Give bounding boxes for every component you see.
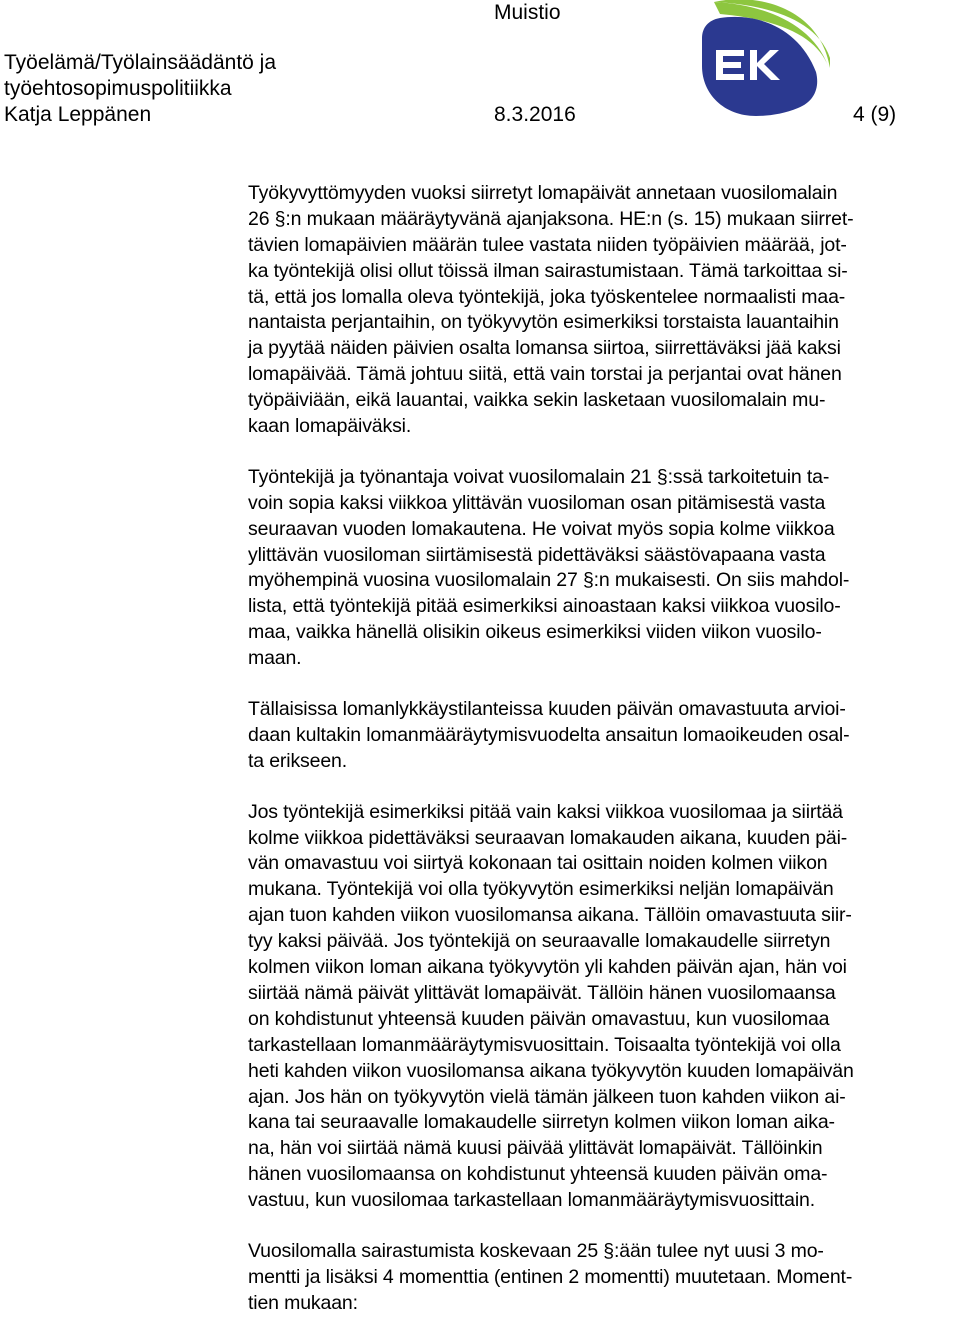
- paragraph-line: vän omavastuu voi siirtyä kokonaan tai osittain noiden kolmen viikon: [248, 852, 828, 875]
- author-name: Katja Leppänen: [4, 103, 152, 126]
- paragraph-line: ka työntekijä olisi ollut töissä ilman sairastumistaan. Tämä tarkoittaa si-: [248, 259, 848, 282]
- paragraph-line: voin sopia kaksi viikkoa ylittävän vuosiloman osan pitämisestä vasta: [248, 491, 826, 514]
- paragraph-line: siirtää nämä päivät ylittävät lomapäivät. Tällöin hänen vuosilomaansa: [248, 981, 836, 1004]
- paragraph-line: tyy kaksi päivää. Jos työntekijä on seuraavalle lomakaudelle siirretyn: [248, 930, 831, 953]
- paragraph-line: työpäiviään, eikä lauantai, vaikka sekin lasketaan vuosilomalain mu-: [248, 389, 826, 412]
- paragraph-line: mentti ja lisäksi 4 momenttia (entinen 2 momentti) muutetaan. Moment-: [248, 1265, 853, 1288]
- department-line-2: työehtosopimuspolitiikka: [4, 77, 232, 100]
- paragraph-line: lista, että työntekijä pitää esimerkiksi ainoastaan kaksi viikkoa vuosilo-: [248, 595, 841, 618]
- paragraph-line: myöhempinä vuosina vuosilomalain 27 §:n mukaisesti. On siis mahdol-: [248, 569, 850, 592]
- logo-letter-e: [716, 50, 744, 80]
- department-line-1: Työelämä/Työlainsäädäntö ja: [4, 51, 277, 74]
- paragraph-line: kolme viikkoa pidettäväksi seuraavan lomakauden aikana, kuuden päi-: [248, 826, 848, 849]
- paragraph-line: ylittävän vuosiloman siirtämisestä pidettäväksi säästövapaana vasta: [248, 543, 826, 566]
- paragraph-line: daan kultakin lomanmääräytymisvuodelta ansaitun lomaoikeuden osal-: [248, 723, 850, 746]
- paragraph-5: [248, 1239, 960, 1317]
- paragraph-line: ajan. Jos hän on työkyvytön vielä tämän jälkeen tuon kahden viikon ai-: [248, 1085, 846, 1108]
- paragraph-line: Jos työntekijä esimerkiksi pitää vain kaksi viikkoa vuosilomaa ja siirtää: [248, 800, 843, 823]
- paragraph-line: kaan lomapäiväksi.: [248, 415, 412, 438]
- memo-body: [248, 181, 960, 1342]
- paragraph-line: tarkastellaan lomanmääräytymisvuosittain. Toisaalta työntekijä voi olla: [248, 1033, 841, 1056]
- paragraph-line: tien mukaan:: [248, 1291, 358, 1314]
- paragraph-line: ja pyytää näiden päivien osalta lomansa siirtoa, siirrettäväksi jää kaksi: [248, 337, 841, 360]
- paragraph-line: Työntekijä ja työnantaja voivat vuosilomalain 21 §:ssä tarkoitetuin ta-: [248, 465, 830, 488]
- paragraph-line: maan.: [248, 647, 302, 670]
- paragraph-line: maa, vaikka hänellä olisikin oikeus esimerkiksi viiden viikon vuosilo-: [248, 621, 822, 644]
- paragraph-4: [248, 800, 960, 1214]
- paragraph-line: seuraavan vuoden lomakautena. He voivat myös sopia kolme viikkoa: [248, 517, 835, 540]
- paragraph-line: on kohdistunut yhteensä kuuden päivän omavastuu, kun vuosilomaa: [248, 1007, 830, 1030]
- paragraph-line: hänen vuosilomaansa on kohdistunut yhteensä kuuden päivän oma-: [248, 1163, 828, 1186]
- paragraph-3: [248, 697, 960, 775]
- paragraph-line: lomapäivää. Tämä johtuu siitä, että vain torstai ja perjantai ovat hänen: [248, 363, 842, 386]
- paragraph-line: heti kahden viikon vuosilomansa aikana työkyvytön kuuden lomapäivän: [248, 1059, 854, 1082]
- paragraph-line: tä, että jos lomalla oleva työntekijä, joka työskentelee normaalisti maa-: [248, 285, 846, 308]
- paragraph-line: vastuu, kun vuosilomaa tarkastellaan lomanmääräytymisvuosittain.: [248, 1189, 816, 1212]
- paragraph-line: kana tai seuraavalle lomakaudelle siirretyn kolmen viikon loman aika-: [248, 1111, 835, 1134]
- paragraph-1: [248, 181, 960, 440]
- paragraph-2: [248, 465, 960, 672]
- page-number: 4 (9): [853, 103, 897, 126]
- document-date: 8.3.2016: [494, 103, 576, 126]
- paragraph-line: ta erikseen.: [248, 749, 348, 772]
- paragraph-line: na, hän voi siirtää nämä kuusi päivää ylittävät lomapäivät. Tällöinkin: [248, 1137, 823, 1160]
- paragraph-line: ajan tuon kahden viikon vuosilomansa aikana. Tällöin omavastuuta siir-: [248, 904, 852, 927]
- paragraph-line: mukana. Työntekijä voi olla työkyvytön esimerkiksi neljän lomapäivän: [248, 878, 834, 901]
- paragraph-line: Tällaisissa lomanlykkäystilanteissa kuuden päivän omavastuuta arvioi-: [248, 698, 846, 721]
- paragraph-line: Vuosilomalla sairastumista koskevaan 25 §:ään tulee nyt uusi 3 mo-: [248, 1239, 824, 1262]
- paragraph-line: tävien lomapäivien määrän tulee vastata niiden työpäivien määrää, jot-: [248, 233, 847, 256]
- document-type: Muistio: [494, 1, 561, 24]
- paragraph-line: 26 §:n mukaan määräytyvänä ajanjaksona. HE:n (s. 15) mukaan siirret-: [248, 207, 854, 230]
- paragraph-line: Työkyvyttömyyden vuoksi siirretyt lomapäivät annetaan vuosilomalain: [248, 182, 838, 204]
- paragraph-line: kolmen viikon loman aikana työkyvytön yli kahden päivän ajan, hän voi: [248, 956, 847, 979]
- ek-logo: [700, 0, 830, 118]
- paragraph-line: nantaista perjantaihin, on työkyvytön esimerkiksi torstaista lauantaihin: [248, 311, 839, 334]
